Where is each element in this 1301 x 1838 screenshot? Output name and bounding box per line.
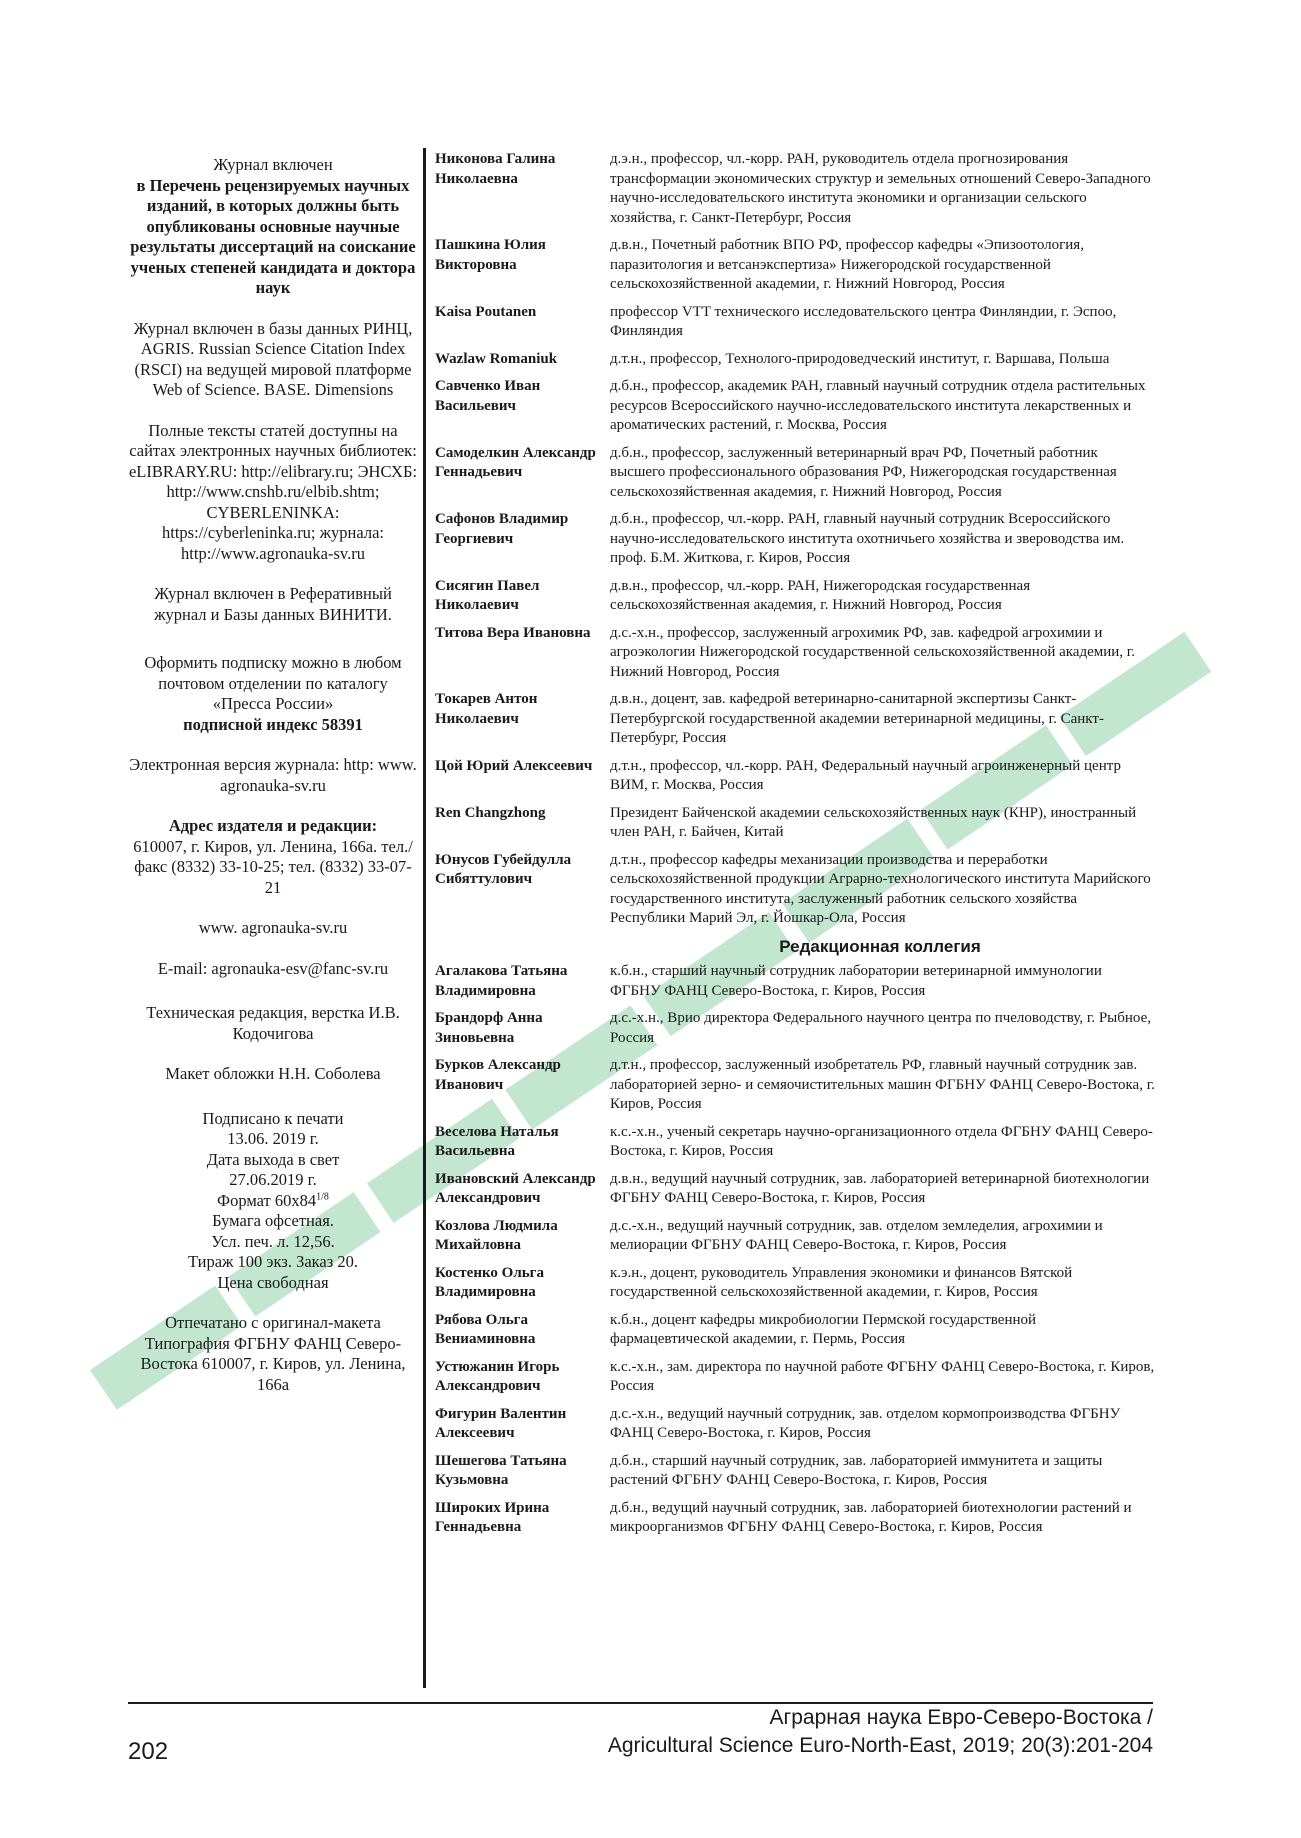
member-row <box>435 1056 1155 1115</box>
member-name: Ивановский Александр Александрович <box>435 1170 596 1206</box>
member-row <box>435 851 1155 929</box>
member-row <box>435 1264 1155 1303</box>
member-description: Президент Байченской академии сельскохозяйственных наук (КНР), иностранный член РАН, г. Байчен, Китай <box>610 804 1137 840</box>
member-row <box>435 1311 1155 1350</box>
member-description: д.т.н., профессор, заслуженный изобретатель РФ, главный научный сотрудник зав. лабораторией зерно- и семяочистительных машин ФГБНУ ФАНЦ Северо-Востока, г. Киров, Россия <box>610 1057 1155 1112</box>
member-row <box>435 962 1155 1001</box>
member-row <box>435 377 1155 436</box>
column-divider <box>423 148 426 1688</box>
member-description: д.в.н., доцент, зав. кафедрой ветеринарно-санитарной экспертизы Санкт-Петербургской государственной академии ветеринарной медицины, г. Санкт-Петербург, Россия <box>610 691 1104 746</box>
member-description: д.в.н., ведущий научный сотрудник, зав. лабораторией ветеринарной биотехнологии ФГБНУ ФАНЦ Северо-Востока, г. Киров, Россия <box>610 1170 1150 1206</box>
email: E-mail: agronauka-esv@fanc-sv.ru <box>157 958 389 978</box>
editorial-board <box>435 962 1155 1538</box>
cover-designer: Макет обложки Н.Н. Соболева <box>165 1064 381 1083</box>
tech-editor: Техническая редакция, верстка И.В. Кодочигова <box>146 1003 400 1043</box>
page-number: 202 <box>128 1738 169 1765</box>
member-row <box>435 1358 1155 1397</box>
member-description: д.т.н., профессор, Технолого-природоведческий институт, г. Варшава, Польша <box>610 350 1110 367</box>
journal-citation <box>608 1704 1153 1760</box>
vak-list-statement: в Перечень рецензируемых научных изданий, в которых должны быть опубликованы основные научные результаты диссертаций на соискание ученых степеней кандидата и доктора наук <box>130 175 416 297</box>
circulation: Тираж 100 экз. Заказ 20. <box>187 1252 359 1271</box>
member-name: Юнусов Губейдулла Сибяттулович <box>435 851 572 887</box>
member-description: д.с.-х.н., профессор, заслуженный агрохимик РФ, зав. кафедрой агрохимии и агроэкологии Нижегородской государственной сельскохозяйственной академии, г. Нижний Новгород, Россия <box>610 624 1136 680</box>
member-name: Ren Changzhong <box>435 804 546 821</box>
member-row <box>435 150 1155 228</box>
member-description: д.т.н., профессор, чл.-корр. РАН, Федеральный научный агроинженерный центр ВИМ, г. Москва, Россия <box>610 757 1121 793</box>
member-name: Козлова Людмила Михайловна <box>435 1217 558 1253</box>
member-description: д.б.н., старший научный сотрудник, зав. лабораторией иммунитета и защиты растений ФГБНУ ФАНЦ Северо-Востока, г. Киров, Россия <box>610 1452 1103 1488</box>
member-row <box>435 577 1155 616</box>
member-name: Широких Ирина Геннадьевна <box>435 1499 550 1535</box>
member-description: д.т.н., профессор кафедры механизации производства и переработки сельскохозяйственной продукции Аграрно-технологического института Марийского государственного института, заслуженный работник сельского хозяйства Республики Марий Эл, г. Йошкар-Ола, Россия <box>610 851 1151 926</box>
printed-sheets: Усл. печ. л. 12,56. <box>211 1231 335 1251</box>
member-row <box>435 1499 1155 1538</box>
member-name: Веселова Наталья Васильевна <box>435 1123 559 1159</box>
subscribe-index: подписной индекс 58391 <box>183 714 363 734</box>
member-name: Самоделкин Александр Геннадьевич <box>435 444 596 480</box>
address-title: Адрес издателя и редакции: <box>168 816 378 835</box>
member-name: Пашкина Юлия Викторовна <box>435 237 546 273</box>
member-name: Титова Вера Ивановна <box>435 624 591 641</box>
member-row <box>435 444 1155 503</box>
member-name: Сисягин Павел Николаевич <box>435 577 540 613</box>
member-row <box>435 350 1155 370</box>
website: www. agronauka-sv.ru <box>198 918 348 937</box>
member-description: д.б.н., ведущий научный сотрудник, зав. лабораторией биотехнологии растений и микроорганизмов ФГБНУ ФАНЦ Северо-Востока, г. Киров, Россия <box>610 1499 1132 1535</box>
member-description: д.с.-х.н., ведущий научный сотрудник, зав. отделом кормопроизводства ФГБНУ ФАНЦ Северо-Востока, г. Киров, Россия <box>610 1405 1121 1441</box>
member-name: Фигурин Валентин Алексеевич <box>435 1405 567 1441</box>
member-row <box>435 236 1155 295</box>
member-name: Никонова Галина Николаевна <box>435 151 556 187</box>
price: Цена свободная <box>217 1272 329 1292</box>
member-row <box>435 1452 1155 1491</box>
databases-note: Журнал включен в базы данных РИНЦ, AGRIS. Russian Science Citation Index (RSCI) на ведущей мировой платформе Web of Science. BASE. Dimensions <box>133 318 413 399</box>
journal-title-ru: Аграрная наука Евро-Северо-Востока / <box>769 1706 1153 1729</box>
member-row <box>435 510 1155 569</box>
imprint-column <box>128 155 418 1415</box>
member-row <box>435 1405 1155 1444</box>
subscribe-note: Оформить подписку можно в любом почтовом отделении по каталогу «Пресса России» <box>144 653 402 713</box>
member-name: Агалакова Татьяна Владимировна <box>435 963 568 999</box>
member-name: Kaisa Poutanen <box>435 303 537 320</box>
member-description: д.с.-х.н., Врио директора Федерального научного центра по пчеловодству, г. Рыбное, Россия <box>610 1010 1152 1046</box>
vak-intro: Журнал включен <box>213 155 333 174</box>
editorial-list <box>435 150 1155 1546</box>
fulltext-note: Полные тексты статей доступны на сайтах электронных научных библиотек: eLIBRARY.RU: http://elibrary.ru; ЭНСХБ: http://www.cnshb.ru/elbib.shtm; CYBERLENINKA: https://cyberleninka.ru; журнала: http://www.agronauka-sv.ru <box>128 420 418 563</box>
member-row <box>435 690 1155 749</box>
release-date: 27.06.2019 г. <box>229 1170 317 1189</box>
release-title: Дата выхода в свет <box>206 1149 340 1169</box>
member-name: Бурков Александр Иванович <box>435 1057 561 1093</box>
signed-date: 13.06. 2019 г. <box>227 1129 319 1148</box>
member-description: д.б.н., профессор, заслуженный ветеринарный врач РФ, Почетный работник высшего профессионального образования РФ, Нижегородская государственная сельскохозяйственная академия, г. Нижний Новгород, Россия <box>610 444 1117 500</box>
member-description: профессор VTT технического исследовательского центра Финляндии, г. Эспоо, Финляндия <box>610 303 1117 339</box>
member-description: д.б.н., профессор, чл.-корр. РАН, главный научный сотрудник Всероссийского научно-исследовательского института охотничьего хозяйства и звероводства им. проф. Б.М. Житкова, г. Киров, Россия <box>610 511 1125 566</box>
member-description: д.в.н., профессор, чл.-корр. РАН, Нижегородская государственная сельскохозяйственная академия, г. Нижний Новгород, Россия <box>610 577 1031 613</box>
member-description: к.б.н., старший научный сотрудник лаборатории ветеринарной иммунологии ФГБНУ ФАНЦ Северо-Востока, г. Киров, Россия <box>610 963 1102 999</box>
printing-house: Отпечатано с оригинал-макета Типография ФГБНУ ФАНЦ Северо-Востока 610007, г. Киров, ул. Ленина, 166а <box>140 1313 406 1394</box>
member-description: к.с.-х.н., ученый секретарь научно-организационного отдела ФГБНУ ФАНЦ Северо-Востока, г. Киров, Россия <box>610 1123 1153 1159</box>
member-description: д.б.н., профессор, академик РАН, главный научный сотрудник отдела растительных ресурсов Всероссийского научно-исследовательского института лекарственных и ароматических растений, г. Москва, Россия <box>610 378 1146 433</box>
member-row <box>435 757 1155 796</box>
member-description: д.с.-х.н., ведущий научный сотрудник, зав. отделом земледелия, агрохимии и мелиорации ФГБНУ ФАНЦ Северо-Востока, г. Киров, Россия <box>610 1217 1103 1253</box>
member-row <box>435 303 1155 342</box>
member-row <box>435 1217 1155 1256</box>
journal-citation-en: Agricultural Science Euro-North-East, 2019; 20(3):201-204 <box>607 1734 1153 1757</box>
publisher-address: 610007, г. Киров, ул. Ленина, 166а. тел./факс (8332) 33-10-25; тел. (8332) 33-07-21 <box>133 836 413 897</box>
member-name: Савченко Иван Васильевич <box>435 378 541 414</box>
format: Формат $60х84^{1/8}$ <box>217 1190 329 1210</box>
member-description: к.б.н., доцент кафедры микробиологии Пермской государственной фармацевтической академии, г. Пермь, Россия <box>610 1311 1037 1347</box>
member-name: Токарев Антон Николаевич <box>435 691 538 727</box>
board-title: Редакционная коллегия <box>779 936 981 956</box>
member-row <box>435 1170 1155 1209</box>
member-name: Устюжанин Игорь Александрович <box>435 1358 560 1394</box>
member-description: д.в.н., Почетный работник ВПО РФ, профессор кафедры «Эпизоотология, паразитология и ветсанэкспертиза» Нижегородской государственной сельскохозяйственной академии, г. Нижний Новгород, Россия <box>610 237 1084 292</box>
member-row <box>435 1123 1155 1162</box>
member-row <box>435 624 1155 683</box>
format-superscript: 1/8 <box>316 1191 329 1202</box>
paper-type: Бумага офсетная. <box>212 1211 334 1230</box>
member-name: Костенко Ольга Владимировна <box>435 1264 544 1300</box>
viniti-note: Журнал включен в Реферативный журнал и Базы данных ВИНИТИ. <box>154 584 392 624</box>
signed-title: Подписано к печати <box>202 1108 344 1128</box>
member-name: Рябова Ольга Вениаминовна <box>435 1311 536 1347</box>
member-description: к.с.-х.н., зам. директора по научной работе ФГБНУ ФАНЦ Северо-Востока, г. Киров, Россия <box>610 1358 1155 1394</box>
member-name: Брандорф Анна Зиновьевна <box>435 1010 543 1046</box>
electronic-version: Электронная версия журнала: http: www. agronauka-sv.ru <box>129 755 417 795</box>
member-name: Сафонов Владимир Георгиевич <box>435 511 569 547</box>
member-row <box>435 1009 1155 1048</box>
member-name: Шешегова Татьяна Кузьмовна <box>435 1452 567 1488</box>
member-name: Цой Юрий Алексеевич <box>435 757 593 774</box>
member-description: д.э.н., профессор, чл.-корр. РАН, руководитель отдела прогнозирования трансформации экономических структур и земельных отношений Северо-Западного научно-исследовательского института экономики и организации сельского хозяйства, г. Санкт-Петербург, Россия <box>610 151 1151 226</box>
member-name: Wazlaw Romaniuk <box>435 350 558 367</box>
member-description: к.э.н., доцент, руководитель Управления экономики и финансов Вятской государственной сельскохозяйственной академии, г. Киров, Россия <box>610 1264 1073 1300</box>
editorial-council <box>435 150 1155 929</box>
member-row <box>435 804 1155 843</box>
